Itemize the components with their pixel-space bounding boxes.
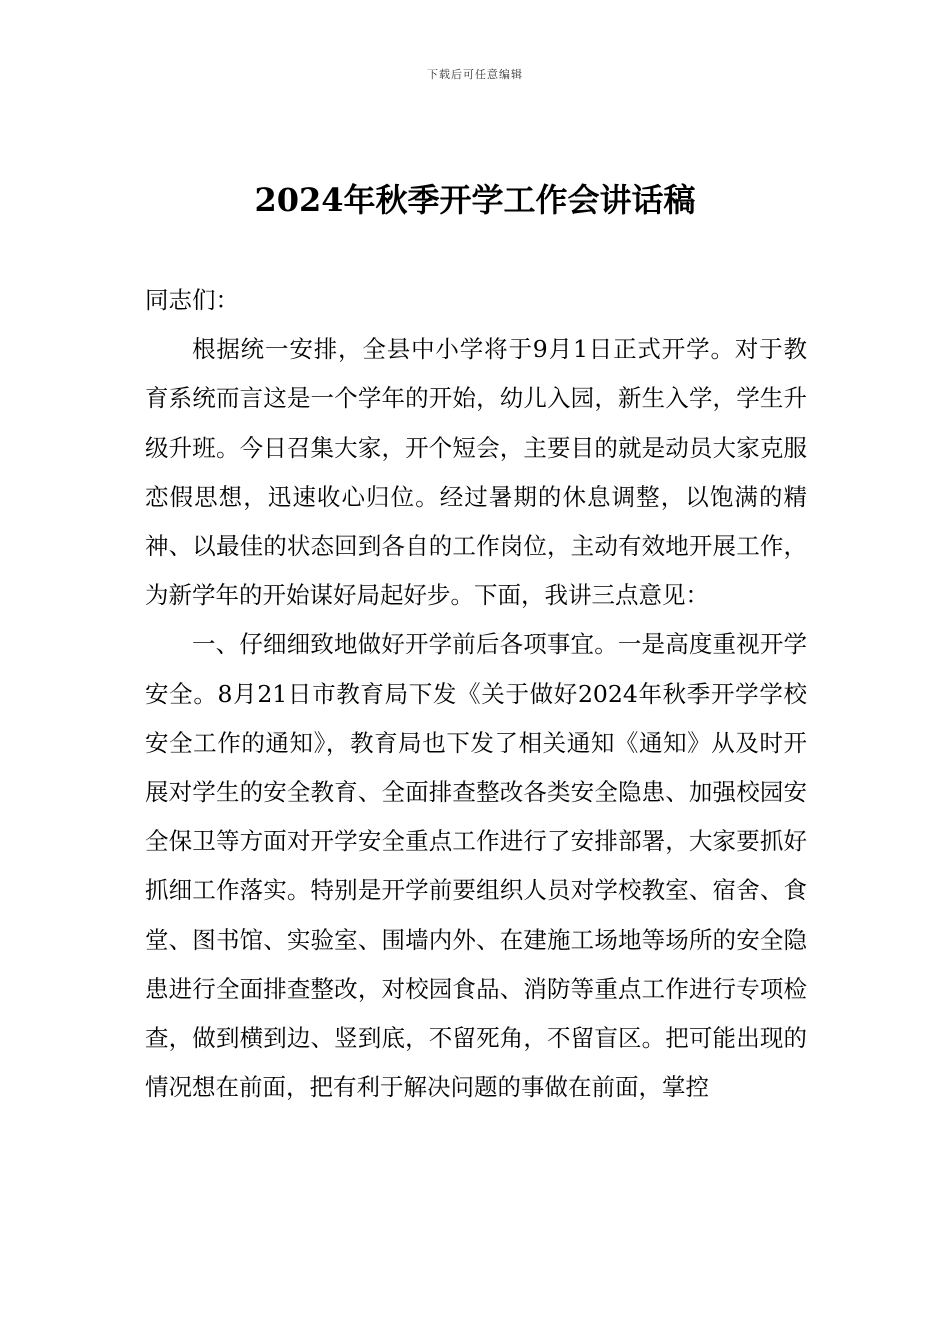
document-title: 2024年秋季开学工作会讲话稿 <box>254 181 696 219</box>
document-body <box>145 276 807 1112</box>
page-header-note: 下载后可任意编辑 <box>427 68 523 81</box>
salutation: 同志们： <box>145 286 239 314</box>
body-paragraph-2: 一、仔细细致地做好开学前后各项事宜。一是高度重视开学安全。8月21日市教育局下发《关于做好2024年秋季开学学校安全工作的通知》，教育局也下发了相关通知《通知》从及时开展对学生的安全教育、全面排查整改各类安全隐患、加强校园安全保卫等方面对开学安全重点工作进行了安排部署，大家要抓好抓细工作落实。特别是开学前要组织人员对学校教室、宿舍、食堂、图书馆、实验室、围墙内外、在建施工场地等场所的安全隐患进行全面排查整改，对校园食品、消防等重点工作进行专项检查，做到横到边、竖到底，不留死角，不留盲区。把可能出现的情况想在前面，把有利于解决问题的事做在前面，掌控 <box>145 630 807 1102</box>
body-paragraph-1: 根据统一安排，全县中小学将于9月1日正式开学。对于教育系统而言这是一个学年的开始，幼儿入园，新生入学，学生升级升班。今日召集大家，开个短会，主要目的就是动员大家克服恋假思想，迅速收心归位。经过暑期的休息调整，以饱满的精神、以最佳的状态回到各自的工作岗位，主动有效地开展工作，为新学年的开始谋好局起好步。下面，我讲三点意见： <box>145 335 807 610</box>
